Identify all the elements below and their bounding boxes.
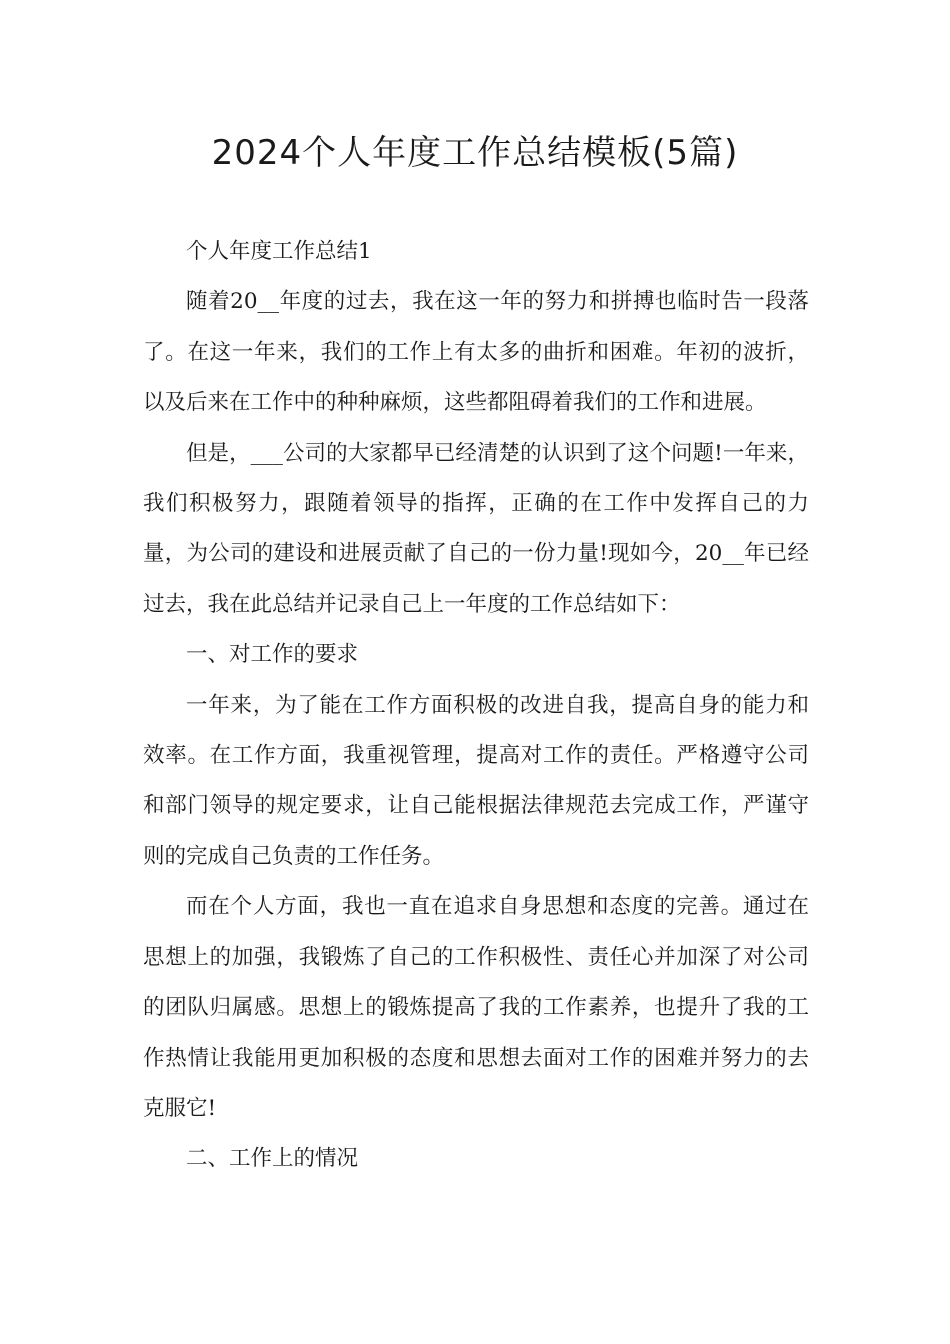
section-heading-work-requirements: 一、对工作的要求: [186, 642, 359, 668]
section-heading-summary-1: 个人年度工作总结1: [186, 239, 372, 264]
document-body: [143, 227, 809, 1185]
section-heading-work-situation: 二、工作上的情况: [186, 1146, 359, 1172]
document-title: 2024个人年度工作总结模板(5篇): [211, 133, 739, 173]
paragraph-company: 但是，___公司的大家都早已经清楚的认识到了这个问题!一年来，我们积极努力，跟随着领导的指挥，正确的在工作中发挥自己的力量，为公司的建设和进展贡献了自己的一份力量!现如今，20__年已经过去，我在此总结并记录自己上一年度的工作总结如下：: [143, 440, 809, 617]
paragraph-intro: 随着20__年度的过去，我在这一年的努力和拼搏也临时告一段落了。在这一年来，我们的工作上有太多的曲折和困难。年初的波折，以及后来在工作中的种种麻烦，这些都阻碍着我们的工作和进展。: [143, 289, 809, 416]
paragraph-work-improvement: 一年来，为了能在工作方面积极的改进自我，提高自身的能力和效率。在工作方面，我重视管理，提高对工作的责任。严格遵守公司和部门领导的规定要求，让自己能根据法律规范去完成工作，严谨守则的完成自己负责的工作任务。: [143, 692, 809, 869]
paragraph-personal: 而在个人方面，我也一直在追求自身思想和态度的完善。通过在思想上的加强，我锻炼了自己的工作积极性、责任心并加深了对公司的团队归属感。思想上的锻炼提高了我的工作素养，也提升了我的工作热情让我能用更加积极的态度和思想去面对工作的困难并努力的去克服它!: [143, 894, 809, 1121]
